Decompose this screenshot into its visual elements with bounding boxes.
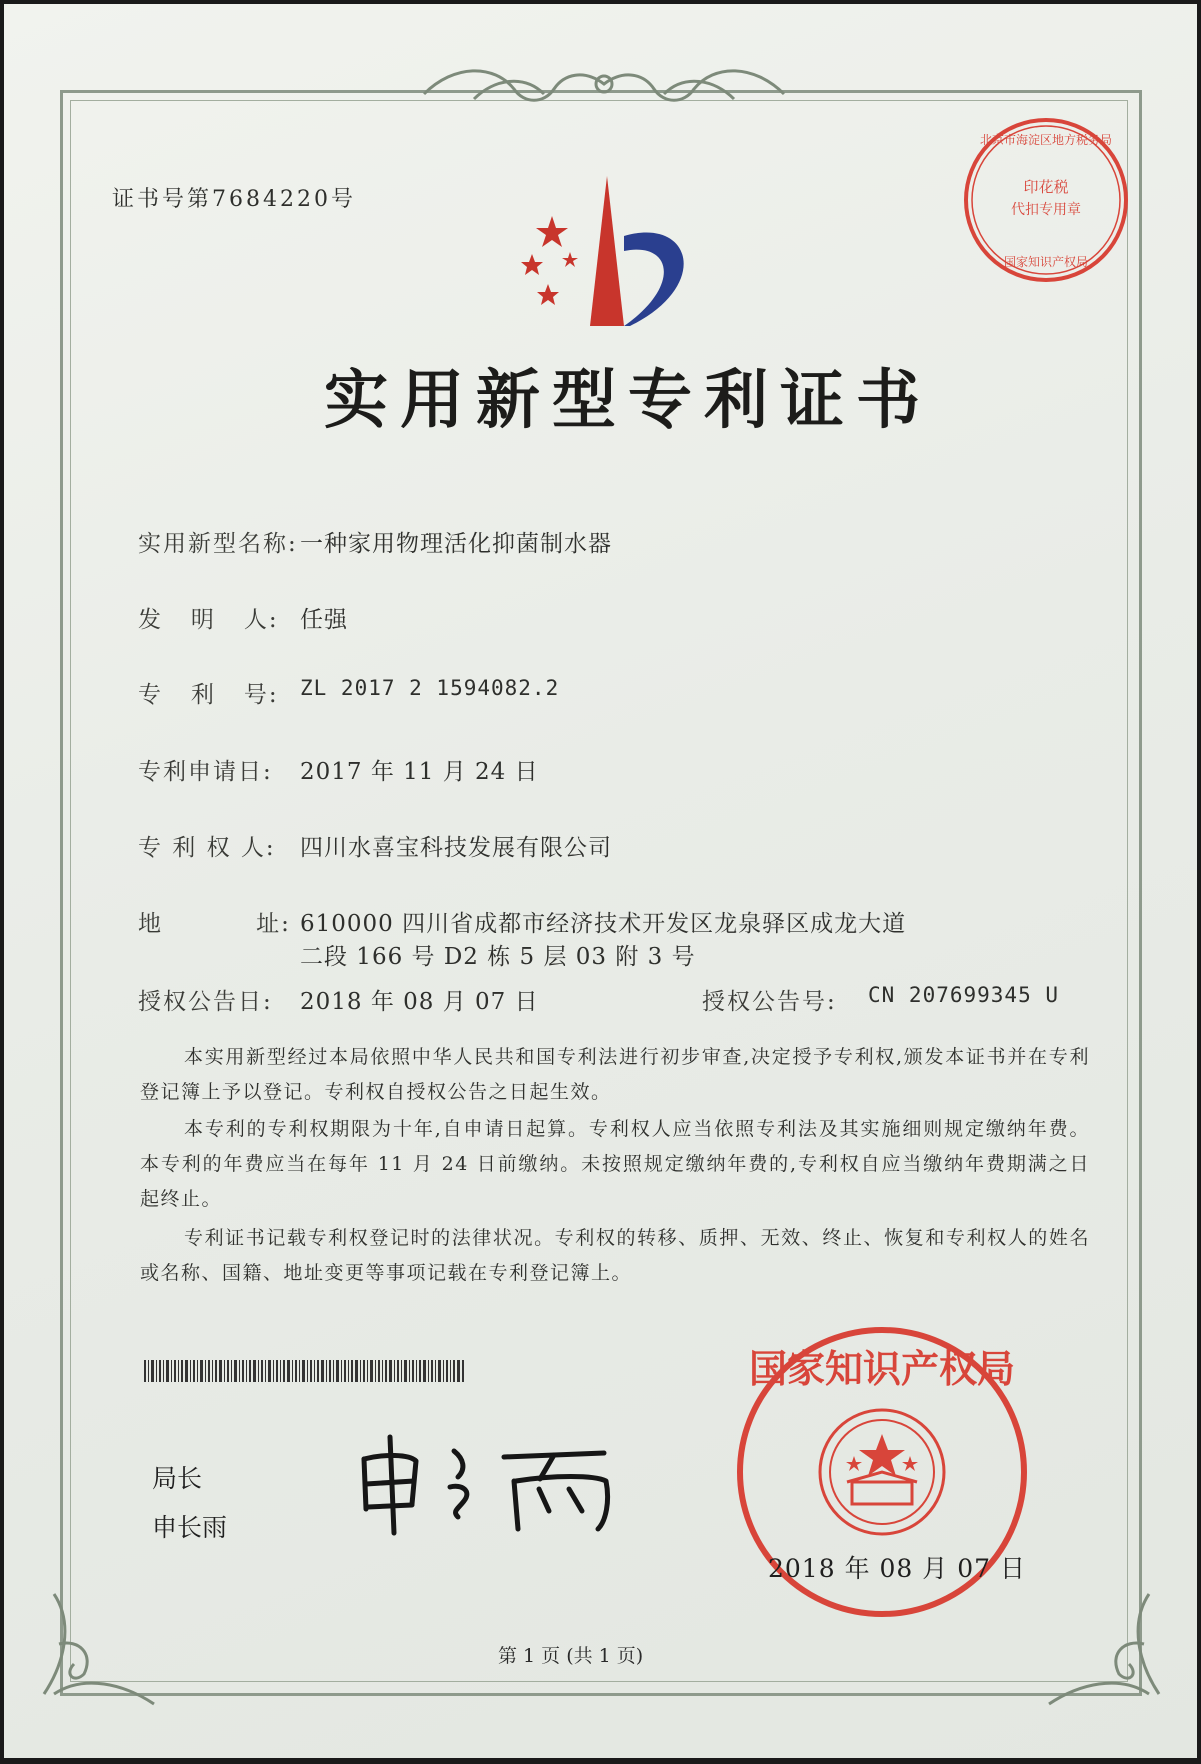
svg-text:国家知识产权局: 国家知识产权局 <box>1003 255 1089 269</box>
patent-office-logo-icon <box>512 176 712 336</box>
filing-date-value: 2017 年 11 月 24 日 <box>300 759 539 785</box>
document-title: 实用新型专利证书 <box>324 363 932 438</box>
barcode <box>144 1360 464 1382</box>
svg-text:印花税: 印花税 <box>1023 178 1069 196</box>
inventor-value: 任强 <box>300 607 348 633</box>
announce-number-value: CN 207699345 U <box>868 983 1060 1007</box>
page-indicator: 第 1 页 (共 1 页) <box>498 1645 644 1667</box>
patent-number-label: 专 利 号: <box>138 682 279 708</box>
inventor-label: 发 明 人: <box>138 607 279 633</box>
patentee-label: 专 利 权 人: <box>138 835 276 861</box>
director-name: 申长雨 <box>152 1513 228 1542</box>
body-paragraph-2: 本专利的专利权期限为十年,自申请日起算。专利权人应当依照专利法及其实施细则规定缴纳年费。本专利的年费应当在每年 11 月 24 日前缴纳。未按照规定缴纳年费的,专利权自应当缴纳年费期满之日起终止。 <box>140 1118 1090 1210</box>
announce-date-label: 授权公告日: <box>138 989 273 1015</box>
name-label: 实用新型名称: <box>138 531 298 557</box>
certificate-sheet <box>4 4 1197 1758</box>
tax-stamp-seal <box>960 114 1132 286</box>
address-line-2: 二段 166 号 D2 栋 5 层 03 附 3 号 <box>300 944 696 970</box>
announce-number-label: 授权公告号: <box>702 989 837 1015</box>
name-value: 一种家用物理活化抑菌制水器 <box>300 531 612 557</box>
svg-text:北京市海淀区地方税务局: 北京市海淀区地方税务局 <box>979 133 1113 147</box>
body-paragraph-1: 本实用新型经过本局依照中华人民共和国专利法进行初步审查,决定授予专利权,颁发本证书并在专利登记簿上予以登记。专利权自授权公告之日起生效。 <box>140 1046 1090 1103</box>
bottom-left-ornament <box>34 1584 164 1714</box>
announce-date-value: 2018 年 08 月 07 日 <box>300 989 539 1015</box>
patent-number-value: ZL 2017 2 1594082.2 <box>300 676 560 700</box>
svg-text:代扣专用章: 代扣专用章 <box>1011 202 1081 218</box>
certificate-number: 证书号第7684220号 <box>112 187 356 212</box>
address-line-1: 610000 四川省成都市经济技术开发区龙泉驿区成龙大道 <box>300 911 907 937</box>
address-label: 地 址: <box>138 911 291 937</box>
director-title: 局长 <box>152 1464 203 1493</box>
top-ornament <box>414 54 794 116</box>
body-paragraph-3: 专利证书记载专利权登记时的法律状况。专利权的转移、质押、无效、终止、恢复和专利权人的姓名或名称、国籍、地址变更等事项记载在专利登记簿上。 <box>140 1227 1090 1284</box>
svg-text:国家知识产权局: 国家知识产权局 <box>748 1346 1016 1391</box>
bottom-right-ornament <box>1039 1584 1169 1714</box>
patentee-value: 四川水喜宝科技发展有限公司 <box>300 835 612 861</box>
seal-date: 2018 年 08 月 07 日 <box>768 1554 1026 1583</box>
filing-date-label: 专利申请日: <box>138 759 273 785</box>
director-signature <box>354 1429 634 1539</box>
